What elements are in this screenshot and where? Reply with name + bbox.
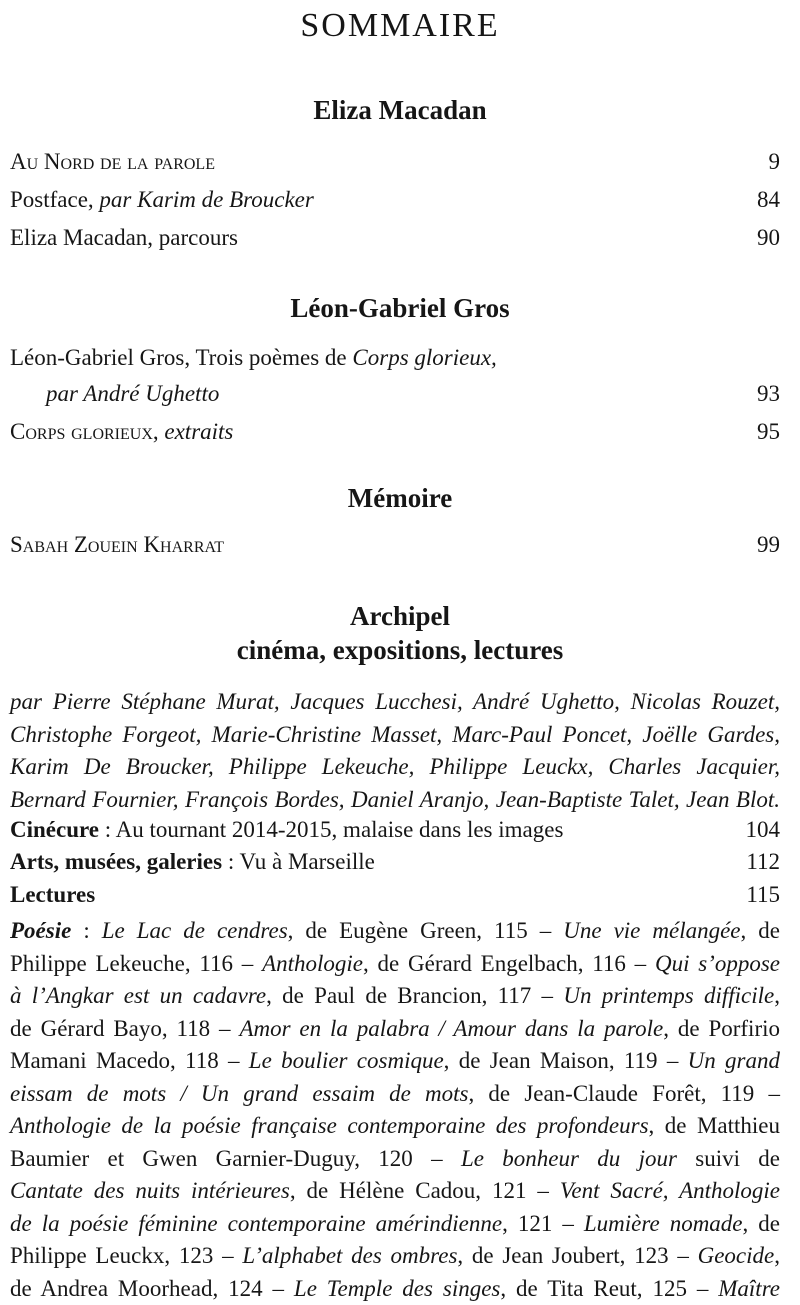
section-subheading-archipel: cinéma, expositions, lectures (0, 634, 800, 666)
work-title: de la poésie féminine contemporaine amérindienne (10, 1211, 502, 1236)
review-text: , de Jean-Claude Forêt, 119 – (468, 1081, 780, 1106)
work-title: Vent Sacré, Anthologie (560, 1178, 780, 1203)
entry-title: Corps glorieux, extraits (10, 414, 233, 450)
review-text: , de (741, 918, 780, 943)
entry-title: Au Nord de la parole (10, 144, 215, 180)
poesie-line (10, 1045, 780, 1078)
poesie-line (10, 1273, 780, 1305)
poesie-line (10, 980, 780, 1013)
review-text: , de Hélène Cadou, 121 – (290, 1178, 560, 1203)
entry-title: Sabah Zouein Kharrat (10, 527, 224, 563)
work-title: Lumière nomade (584, 1211, 743, 1236)
toc-entry-continuation[interactable] (10, 376, 780, 412)
work-title: Un printemps difficile (563, 983, 774, 1008)
work-title: L’alphabet des ombres (242, 1243, 457, 1268)
entry-title: Eliza Macadan, parcours (10, 220, 238, 256)
entry-title: Postface, par Karim de Broucker (10, 182, 314, 218)
review-text: , de Gérard Engelbach, 116 – (363, 951, 655, 976)
toc-entry[interactable] (10, 340, 780, 376)
review-text: , de Matthieu (649, 1113, 780, 1138)
contributors-line: Bernard Fournier, François Bordes, Daniel Aranjo, Jean-Baptiste Talet, Jean Blot. (10, 784, 780, 817)
review-text: , de Jean Joubert, 123 – (457, 1243, 697, 1268)
work-title: Geocide (698, 1243, 775, 1268)
review-text: Philippe Leuckx, 123 – (10, 1243, 242, 1268)
review-text: Mamani Macedo, 118 – (10, 1048, 249, 1073)
review-text: , de Eugène Green, 115 – (288, 918, 564, 943)
review-text: , (774, 983, 780, 1008)
poesie-line: Poésie : Le Lac de cendres, de Eugène Green, 115 – Une vie mélangée, de (10, 915, 780, 948)
entry-page-number: 95 (757, 414, 780, 450)
work-title: Un grand (688, 1048, 780, 1073)
review-text: de Gérard Bayo, 118 – (10, 1016, 239, 1041)
review-text: , (774, 1243, 780, 1268)
entry-title: Arts, musées, galeries : Vu à Marseille (10, 846, 375, 878)
entry-title-continuation: par André Ughetto (46, 376, 219, 412)
work-title: Anthologie (262, 951, 363, 976)
toc-entry[interactable] (10, 414, 780, 450)
poesie-line (10, 1013, 780, 1046)
entry-page-number: 112 (746, 846, 780, 878)
work-title: Maître (718, 1276, 780, 1301)
entry-title: Lectures (10, 879, 95, 911)
poesie-line (10, 1143, 780, 1176)
entry-page-number: 84 (757, 182, 780, 218)
section-heading-leon-gabriel-gros: Léon-Gabriel Gros (0, 292, 800, 324)
work-title: eissam de mots / Un grand essaim de mots (10, 1081, 468, 1106)
section-heading-archipel: Archipel (0, 600, 800, 632)
page-title: SOMMAIRE (0, 6, 800, 46)
entry-page-number: 9 (769, 144, 781, 180)
review-text: , de Tita Reut, 125 – (500, 1276, 718, 1301)
toc-entry[interactable] (10, 527, 780, 563)
review-text: , de Paul de Brancion, 117 – (266, 983, 563, 1008)
entry-title: Léon-Gabriel Gros, Trois poèmes de Corps glorieux, (10, 340, 497, 376)
contributors-line: Christophe Forgeot, Marie-Christine Masset, Marc-Paul Poncet, Joëlle Gardes, (10, 719, 780, 752)
toc-entry[interactable] (10, 182, 780, 218)
review-text: Philippe Lekeuche, 116 – (10, 951, 262, 976)
contributors-list (10, 686, 780, 816)
entry-page-number: 104 (746, 814, 781, 846)
poesie-line (10, 1110, 780, 1143)
work-title: Qui s’oppose (655, 951, 780, 976)
work-title: Anthologie de la poésie française contemporaine des profondeurs (10, 1113, 649, 1138)
toc-entry[interactable] (10, 220, 780, 256)
entry-page-number: 115 (746, 879, 780, 911)
work-title: Le bonheur du jour (461, 1146, 677, 1171)
work-title: à l’Angkar est un cadavre (10, 983, 266, 1008)
contributors-line: Karim De Broucker, Philippe Lekeuche, Philippe Leuckx, Charles Jacquier, (10, 751, 780, 784)
review-text: , de Jean Maison, 119 – (444, 1048, 688, 1073)
toc-entry[interactable] (10, 144, 780, 180)
work-title: Cantate des nuits intérieures (10, 1178, 290, 1203)
work-title: Une vie mélangée (563, 918, 740, 943)
section-heading-eliza-macadan: Eliza Macadan (0, 94, 800, 126)
toc-entry-cinecure[interactable] (10, 814, 780, 846)
entry-title: Cinécure : Au tournant 2014-2015, malaise dans les images (10, 814, 563, 846)
poesie-line (10, 1208, 780, 1241)
entry-page-number: 90 (757, 220, 780, 256)
section-heading-memoire: Mémoire (0, 482, 800, 514)
work-title: Amor en la palabra / Amour dans la parole (239, 1016, 663, 1041)
review-text: , de (743, 1211, 780, 1236)
review-text: Baumier et Gwen Garnier-Duguy, 120 – (10, 1146, 461, 1171)
work-title: Le Temple des singes (294, 1276, 500, 1301)
review-text: , 121 – (502, 1211, 584, 1236)
poesie-line (10, 948, 780, 981)
work-title: Le boulier cosmique (249, 1048, 444, 1073)
poesie-line (10, 1078, 780, 1111)
entry-page-number: 99 (757, 527, 780, 563)
poesie-line (10, 1240, 780, 1273)
toc-entry-arts[interactable] (10, 846, 780, 878)
toc-entry-lectures[interactable] (10, 879, 780, 911)
review-text: suivi de (677, 1146, 780, 1171)
review-text: de Andrea Moorhead, 124 – (10, 1276, 294, 1301)
poesie-reviews-paragraph (10, 915, 780, 1305)
poesie-label: Poésie (10, 918, 71, 943)
contributors-line: par Pierre Stéphane Murat, Jacques Lucchesi, André Ughetto, Nicolas Rouzet, (10, 686, 780, 719)
entry-page-number: 93 (757, 376, 780, 412)
poesie-line (10, 1175, 780, 1208)
review-text: , de Porfirio (663, 1016, 780, 1041)
work-title: Le Lac de cendres (102, 918, 288, 943)
